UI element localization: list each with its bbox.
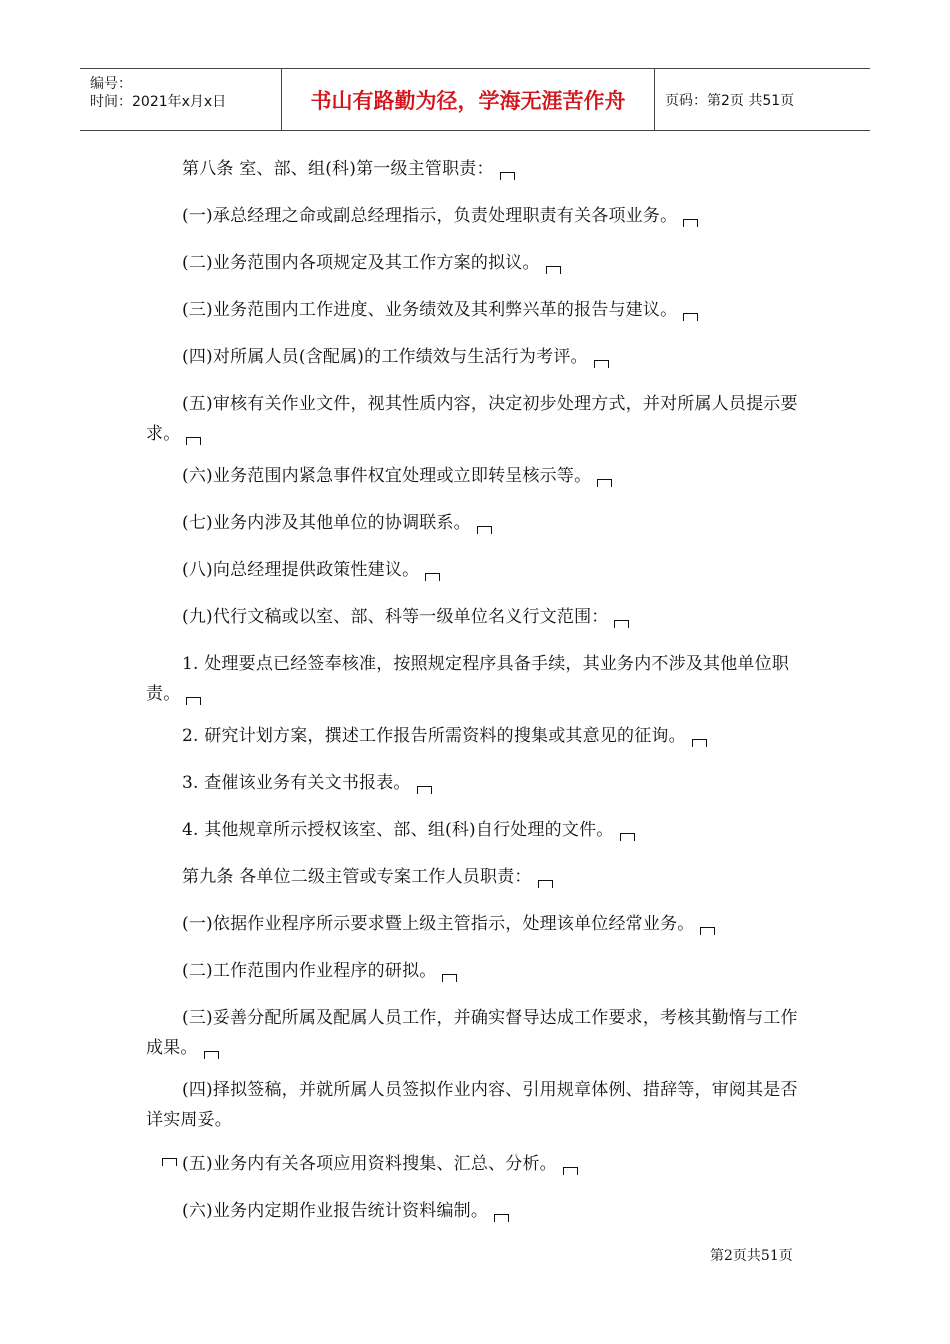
header-divider (654, 69, 655, 130)
paragraph-mark-icon (425, 573, 440, 581)
paragraph-mark-icon (477, 526, 492, 534)
paragraph-mark-icon (186, 437, 201, 445)
paragraph: (六)业务内定期作业报告统计资料编制。 (146, 1196, 806, 1226)
paragraph-mark-icon (683, 219, 698, 227)
paragraph: (四)择拟签稿，并就所属人员签拟作业内容、引用规章体例、措辞等，审阅其是否详实周妥。 (146, 1080, 798, 1130)
paragraph-mark-icon (563, 1167, 578, 1175)
paragraph-mark-icon (594, 360, 609, 368)
article-8-heading: 第八条 室、部、组(科)第一级主管职责： (146, 154, 806, 184)
paragraph-mark-icon (500, 172, 515, 180)
header-motto: 书山有路勤为径，学海无涯苦作舟 (310, 88, 626, 113)
paragraph: (一)承总经理之命或副总经理指示，负责处理职责有关各项业务。 (146, 201, 806, 231)
paragraph: (二)业务范围内各项规定及其工作方案的拟议。 (146, 248, 806, 278)
paragraph-mark-icon (614, 620, 629, 628)
paragraph-mark-icon (597, 479, 612, 487)
paragraph-mark-icon (692, 739, 707, 747)
page-footer: 第2页共51页 (710, 1248, 793, 1264)
paragraph-mark-icon (620, 833, 635, 841)
document-number: 编号： (90, 76, 132, 92)
paragraph: (八)向总经理提供政策性建议。 (146, 555, 806, 585)
paragraph: (三)业务范围内工作进度、业务绩效及其利弊兴革的报告与建议。 (146, 295, 806, 325)
paragraph: (三)妥善分配所属及配属人员工作，并确实督导达成工作要求，考核其勤惰与工作成果。 (146, 1008, 798, 1058)
paragraph: (五)业务内有关各项应用资料搜集、汇总、分析。 (146, 1149, 806, 1179)
paragraph: (九)代行文稿或以室、部、科等一级单位名义行文范围： (146, 602, 806, 632)
document-date: 时间：2021年x月x日 (90, 94, 227, 110)
paragraph-mark-icon (700, 927, 715, 935)
paragraph-mark-icon (186, 697, 201, 705)
paragraph: (四)对所属人员(含配属)的工作绩效与生活行为考评。 (146, 342, 806, 372)
paragraph: (七)业务内涉及其他单位的协调联系。 (146, 508, 806, 538)
paragraph: (六)业务范围内紧急事件权宜处理或立即转呈核示等。 (146, 461, 806, 491)
list-item: 4. 其他规章所示授权该室、部、组(科)自行处理的文件。 (146, 815, 806, 845)
list-item: 3. 查催该业务有关文书报表。 (146, 768, 806, 798)
list-item: 1. 处理要点已经签奉核准，按照规定程序具备手续，其业务内不涉及其他单位职责。 (146, 654, 790, 704)
paragraph-mark-icon (546, 266, 561, 274)
paragraph-mark-icon (538, 880, 553, 888)
paragraph: (五)审核有关作业文件，视其性质内容，决定初步处理方式，并对所属人员提示要求。 (146, 394, 798, 444)
paragraph-mark-icon (204, 1051, 219, 1059)
paragraph-mark-icon (683, 313, 698, 321)
document-header (80, 68, 870, 131)
paragraph-mark-icon (494, 1214, 509, 1222)
paragraph-mark-icon (417, 786, 432, 794)
article-9-heading: 第九条 各单位二级主管或专案工作人员职责： (146, 862, 806, 892)
list-item: 2. 研究计划方案，撰述工作报告所需资料的搜集或其意见的征询。 (146, 721, 806, 751)
paragraph: (一)依据作业程序所示要求暨上级主管指示，处理该单位经常业务。 (146, 909, 806, 939)
header-meta (80, 69, 281, 130)
paragraph: (二)工作范围内作业程序的研拟。 (146, 956, 806, 986)
paragraph-mark-icon (442, 974, 457, 982)
header-page-number: 页码：第2页 共51页 (665, 92, 795, 109)
